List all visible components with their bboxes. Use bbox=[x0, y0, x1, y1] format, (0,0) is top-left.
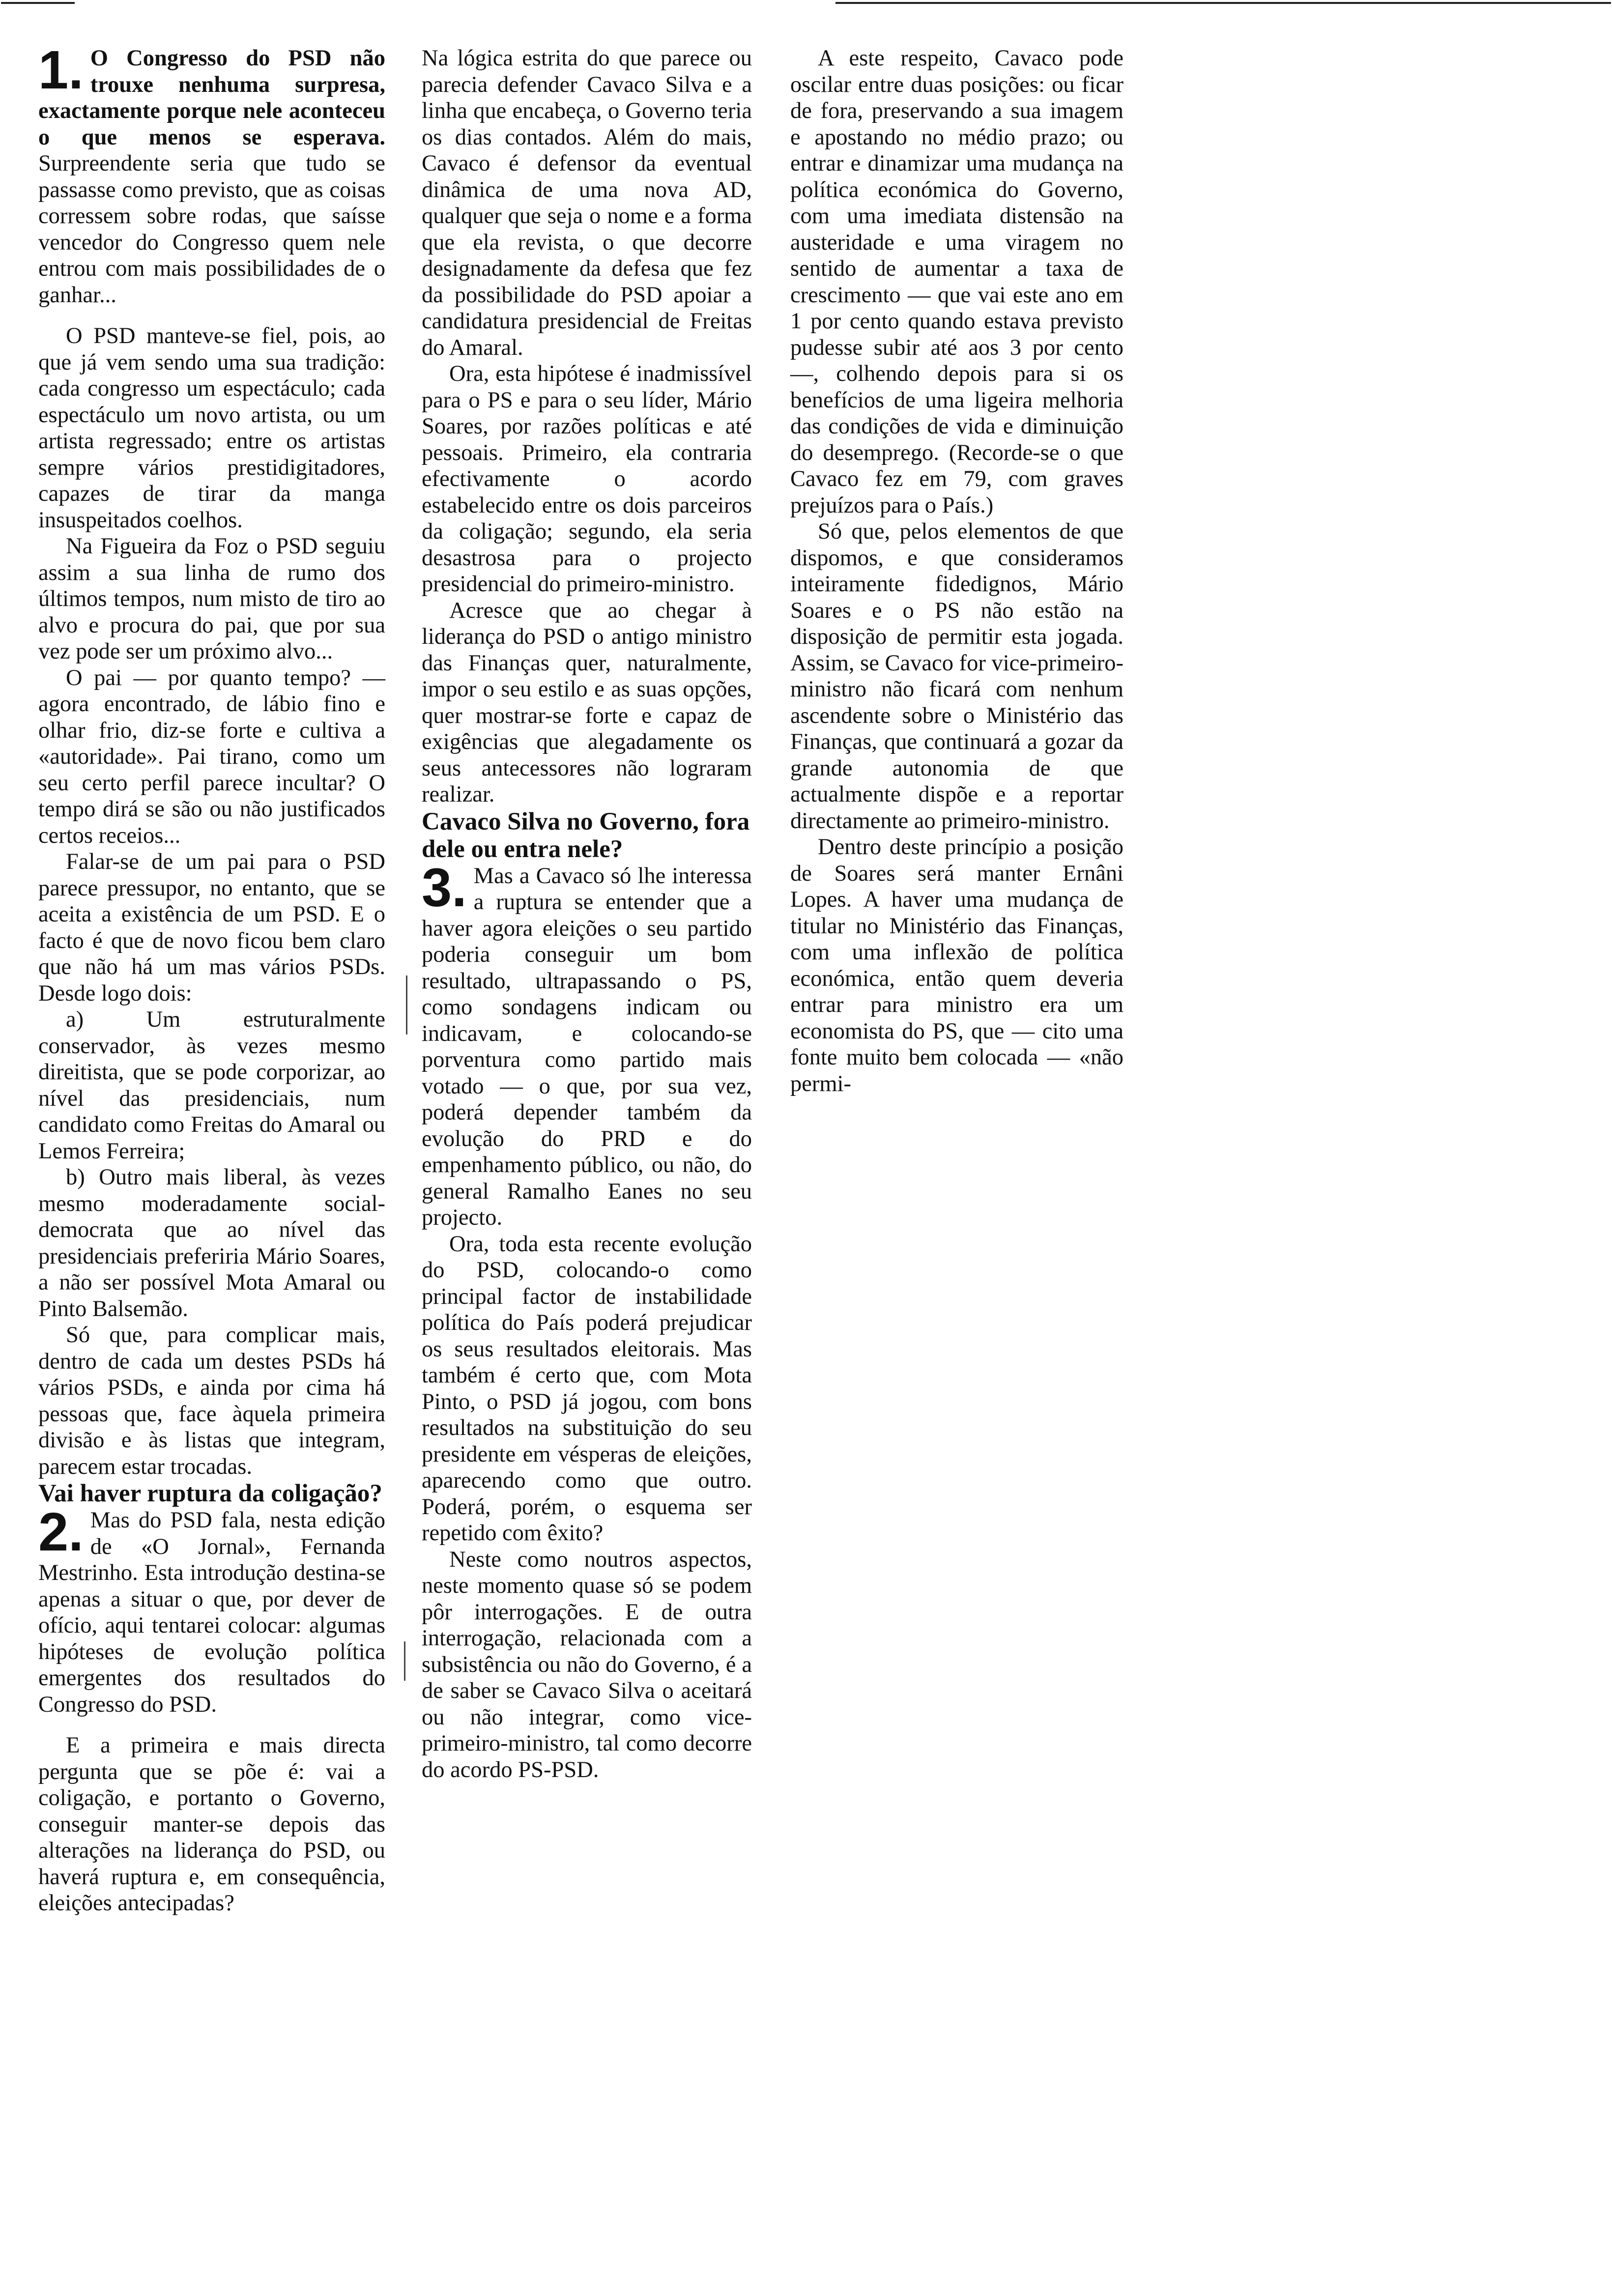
subheading: Cavaco Silva no Governo, fora dele ou entra nele? bbox=[422, 807, 750, 863]
paragraph: Acresce que ao chegar à liderança do PSD o antigo ministro das Finanças quer, naturalmente, impor o seu estilo e as suas opções, quer mostrar-se forte e capaz de exigências que alegadamente os seus antecessores não lograram realizar. bbox=[422, 598, 752, 807]
paragraph: O PSD manteve-se fiel, pois, ao que já vem sendo uma sua tradição: cada congresso um espectáculo; cada espectáculo um novo artista, ou um artista regressado; entre os artistas sempre vários prestidigitadores, capazes de tirar da manga insuspeitados coelhos. bbox=[38, 323, 385, 533]
section-3 bbox=[422, 857, 752, 1231]
section-number: 1. bbox=[38, 40, 84, 100]
section-text: Surpreendente seria que tudo se passasse como previsto, que as coisas corressem sobre rodas, que saísse vencedor do Congresso quem nele entrou com mais possibilidades de o ganhar... bbox=[38, 151, 385, 308]
subheading: Vai haver ruptura da coligação? bbox=[38, 1480, 382, 1507]
section-lead: O Congresso do PSD não trouxe nenhuma surpresa, exactamente porque nele aconteceu o que menos se esperava. bbox=[38, 46, 385, 150]
article-column-2 bbox=[422, 45, 752, 1783]
paragraph: A este respeito, Cavaco pode oscilar entre duas posições: ou ficar de fora, preservando a sua imagem e apostando no médio prazo; ou entrar e dinamizar uma mudança na política económica do Governo, com uma imediata distensão na austeridade e uma viragem no sentido de aumentar a taxa de crescimento — que vai este ano em 1 por cento quando estava previsto pudesse subir até aos 3 por cento —, colhendo depois para si os benefícios de uma ligeira melhoria das condições de vida e diminuição do desemprego. (Recorde-se o que Cavaco fez em 79, com graves prejuízos para o País.) bbox=[790, 46, 1123, 518]
paragraph: Falar-se de um pai para o PSD parece pressupor, no entanto, que se aceita a existência de um PSD. E o facto é que de novo ficou bem claro que não há um mas vários PSDs. Desde logo dois: bbox=[38, 849, 385, 1006]
section-text: Mas a Cavaco só lhe interessa a ruptura se entender que a haver agora eleições o seu partido poderia conseguir um bom resultado, ultrapassando o PS, como sondagens indicam ou indicavam, e colocando-se porventura como partido mais votado — o que, por sua vez, poderá depender também da evolução do PRD e do empenhamento público, ou não, do general Ramalho Eanes no seu projecto. bbox=[422, 863, 752, 1230]
paragraph: O pai — por quanto tempo? — agora encontrado, de lábio fino e olhar frio, diz-se forte e cultiva a «autoridade». Pai tirano, como um seu certo perfil parece incultar? O tempo dirá se são ou não justificados certos receios... bbox=[38, 665, 385, 848]
paragraph: b) Outro mais liberal, às vezes mesmo moderadamente social-democrata que ao nível das presidenciais preferiria Mário Soares, a não ser possível Mota Amaral ou Pinto Balsemão. bbox=[38, 1165, 385, 1321]
paragraph: Ora, toda esta recente evolução do PSD, colocando-o como principal factor de instabilidade política do País poderá prejudicar os seus resultados eleitorais. Mas também é certo que, com Mota Pinto, o PSD já jogou, com bons resultados na substituição do seu presidente em vésperas de eleições, aparecendo como que outro. Poderá, porém, o esquema ser repetido com êxito? bbox=[422, 1231, 752, 1546]
section-text: Mas do PSD fala, nesta edição de «O Jornal», Fernanda Mestrinho. Esta introdução destina-se apenas a situar o que, por dever de ofício, aqui tentarei colocar: algumas hipóteses de evolução política emergentes dos resultados do Congresso do PSD. bbox=[38, 1508, 385, 1717]
column-divider-left-lower bbox=[404, 1641, 405, 1681]
article-column-1 bbox=[38, 40, 385, 1917]
article-column-3 bbox=[790, 45, 1123, 1097]
column-divider-left bbox=[406, 976, 407, 1034]
top-rule-right bbox=[835, 2, 1611, 4]
section-number: 3. bbox=[422, 857, 467, 918]
paragraph: Na Figueira da Foz o PSD seguiu assim a sua linha de rumo dos últimos tempos, num misto de tiro ao alvo e procura do pai, que por sua vez pode ser um próximo alvo... bbox=[38, 534, 385, 664]
paragraph: Só que, para complicar mais, dentro de cada um destes PSDs há vários PSDs, e ainda por cima há pessoas que, face àquela primeira divisão e às listas que integram, parecem estar trocadas. bbox=[38, 1322, 385, 1479]
section-2 bbox=[38, 1502, 385, 1718]
paragraph: Dentro deste princípio a posição de Soares será manter Ernâni Lopes. A haver uma mudança de titular no Ministério das Finanças, com uma inflexão de política económica, então quem deveria entrar para ministro era um economista do PS, que — cito uma fonte muito bem colocada — «não permi- bbox=[790, 834, 1123, 1096]
top-rule-left bbox=[1, 2, 75, 4]
paragraph: Na lógica estrita do que parece ou parecia defender Cavaco Silva e a linha que encabeça, o Governo teria os dias contados. Além do mais, Cavaco é defensor da eventual dinâmica de uma nova AD, qualquer que seja o nome e a forma que ela revista, o que decorre designadamente da defesa que fez da possibilidade do PSD apoiar a candidatura presidencial de Freitas do Amaral. bbox=[422, 46, 752, 360]
paragraph: Neste como noutros aspectos, neste momento quase só se podem pôr interrogações. E de outra interrogação, relacionada com a subsistência ou não do Governo, é a de saber se Cavaco Silva o aceitará ou não integrar, como vice-primeiro-ministro, tal como decorre do acordo PS-PSD. bbox=[422, 1547, 752, 1782]
paragraph: Só que, pelos elementos de que dispomos, e que consideramos inteiramente fidedignos, Mário Soares e o PS não estão na disposição de permitir esta jogada. Assim, se Cavaco for vice-primeiro-ministro não ficará com nenhum ascendente sobre o Ministério das Finanças, que continuará a gozar da grande autonomia de que actualmente dispõe e a reportar directamente ao primeiro-ministro. bbox=[790, 519, 1123, 833]
paragraph: E a primeira e mais directa pergunta que se põe é: vai a coligação, e portanto o Governo, conseguir manter-se depois das alterações na liderança do PSD, ou haverá ruptura e, em consequência, eleições antecipadas? bbox=[38, 1733, 385, 1916]
section-1 bbox=[38, 40, 385, 308]
paragraph: Ora, esta hipótese é inadmissível para o PS e para o seu líder, Mário Soares, por razões políticas e até pessoais. Primeiro, ela contraria efectivamente o acordo estabelecido entre os dois parceiros da coligação; segundo, ela seria desastrosa para o projecto presidencial do primeiro-ministro. bbox=[422, 361, 752, 597]
section-number: 2. bbox=[38, 1502, 84, 1562]
paragraph: a) Um estruturalmente conservador, às vezes mesmo direitista, que se pode corporizar, ao nível das presidenciais, num candidato como Freitas do Amaral ou Lemos Ferreira; bbox=[38, 1007, 385, 1164]
